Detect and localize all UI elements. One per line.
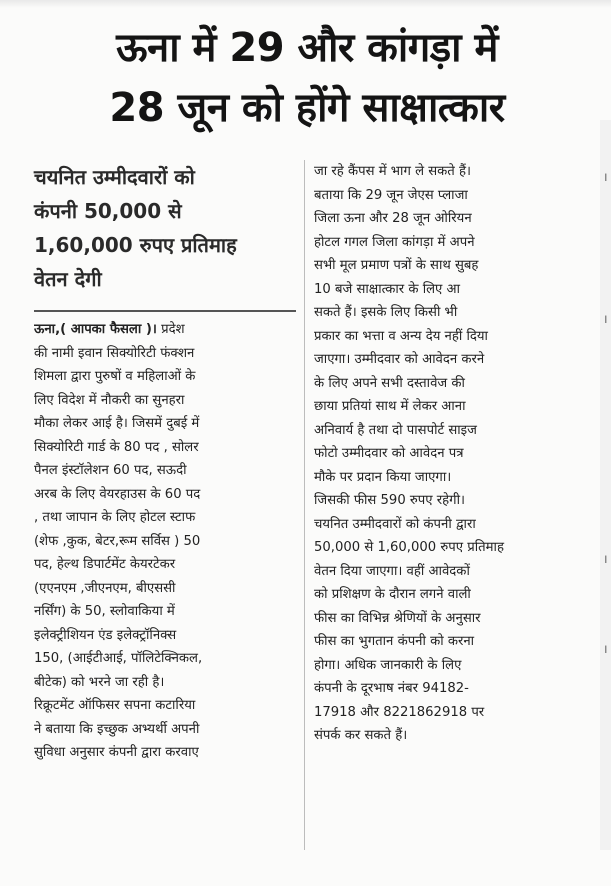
article-line: फीस का भुगतान कंपनी को करना [314, 634, 475, 649]
subheadline-line: 1,60,000 रुपए प्रतिमाह [34, 233, 237, 257]
article-line: जा रहे कैंपस में भाग ले सकते हैं। [314, 164, 471, 179]
article-line: रिक्रूटमेंट ऑफिसर सपना कटारिया [34, 698, 196, 713]
adjacent-column-edge [600, 120, 611, 850]
article-line: 10 बजे साक्षात्कार के लिए आ [314, 281, 461, 297]
article-line: मौका लेकर आई है। जिसमें दुबई में [34, 416, 200, 431]
article-line: प्रकार का भत्ता व अन्य देय नहीं दिया [314, 328, 488, 344]
article-line: इलेक्ट्रीशियन एंड इलेक्ट्रॉनिक्स [34, 627, 177, 643]
subheadline [34, 160, 296, 296]
subheadline-divider [34, 310, 296, 312]
article-line-first [34, 318, 296, 342]
article-line: जाएगा। उम्मीदवार को आवेदन करने [314, 352, 485, 367]
article-line: 50,000 से 1,60,000 रुपए प्रतिमाह [314, 540, 504, 555]
edge-mark: । [603, 312, 608, 326]
article-body-right [314, 160, 586, 748]
article-line: छाया प्रतियां साथ में लेकर आना [314, 399, 466, 414]
article-line: अनिवार्य है तथा दो पासपोर्ट साइज [314, 422, 477, 438]
article-line: कंपनी के दूरभाष नंबर 94182- [314, 681, 469, 696]
article-line: नर्सिंग) के 50, स्लोवाकिया में [34, 604, 175, 619]
article-line: सभी मूल प्रमाण पत्रों के साथ सुबह [314, 258, 479, 273]
edge-mark: । [603, 170, 608, 184]
dateline: ऊना,( आपका फैसला )। [34, 322, 157, 337]
article-line: (शेफ ,कुक, बेटर,रूम सर्विस ) 50 [34, 533, 201, 549]
subheadline-line: चयनित उम्मीदवारों को [34, 165, 195, 189]
headline-line-2: 28 जून को होंगे साक्षात्कार [109, 85, 505, 131]
subheadline-line: वेतन देगी [34, 267, 102, 291]
article-line: वेतन दिया जाएगा। वहीं आवेदकों [314, 563, 470, 579]
article-line: पद, हेल्थ डिपार्टमेंट केयरटेकर [34, 557, 176, 572]
article-line: सुविधा अनुसार कंपनी द्वारा करवाए [34, 745, 199, 760]
article-line: के लिए अपने सभी दस्तावेज की [314, 375, 465, 391]
headline [18, 18, 596, 138]
article-line: संपर्क कर सकते हैं। [314, 728, 408, 743]
article-line-first-text: प्रदेश [161, 322, 185, 337]
article-line: पैनल इंस्टॉलेशन 60 पद, सऊदी [34, 463, 187, 478]
article-line: की नामी इवान सिक्योरिटी फंक्शन [34, 345, 195, 361]
article-line: 17918 और 8221862918 पर [314, 704, 485, 720]
article-line: शिमला द्वारा पुरुषों व महिलाओं के [34, 369, 196, 384]
article-line: 150, (आईटीआई, पॉलिटेक्निकल, [34, 651, 203, 666]
article-line: फोटो उम्मीदवार को आवेदन पत्र [314, 446, 464, 461]
article-line: जिसकी फीस 590 रुपए रहेगी। [314, 493, 465, 508]
article-line: सिक्योरिटी गार्ड के 80 पद , सोलर [34, 439, 199, 455]
article-line: अरब के लिए वेयरहाउस के 60 पद [34, 486, 201, 502]
article-line: बताया कि 29 जून जेएस प्लाजा [314, 187, 468, 203]
edge-mark: । [603, 552, 608, 566]
article-line: फीस का विभिन्न श्रेणियों के अनुसार [314, 610, 481, 626]
headline-line-1: ऊना में 29 और कांगड़ा में [116, 25, 498, 71]
article-right-column [314, 160, 586, 748]
article-left-column [34, 160, 296, 765]
article-line: होगा। अधिक जानकारी के लिए [314, 657, 462, 673]
article-line: जिला ऊना और 28 जून ओरियन [314, 211, 472, 226]
article-line: , तथा जापान के लिए होटल स्टाफ [34, 510, 196, 525]
edge-mark: । [603, 642, 608, 656]
article-body-left [34, 318, 296, 765]
article-line: होटल गगल जिला कांगड़ा में अपने [314, 234, 475, 250]
article-line: बीटेक) को भरने जा रही है। [34, 674, 165, 690]
subheadline-line: कंपनी 50,000 से [34, 199, 182, 223]
column-divider [304, 160, 305, 850]
article-line: को प्रशिक्षण के दौरान लगने वाली [314, 587, 471, 602]
article-line: (एएनएम ,जीएनएम, बीएससी [34, 580, 176, 596]
article-line: ने बताया कि इच्छुक अभ्यर्थी अपनी [34, 721, 200, 737]
article-line: मौके पर प्रदान किया जाएगा। [314, 469, 452, 485]
article-line: चयनित उम्मीदवारों को कंपनी द्वारा [314, 516, 476, 532]
article-line: सकते हैं। इसके लिए किसी भी [314, 305, 458, 320]
article-line: लिए विदेश में नौकरी का सुनहरा [34, 392, 185, 408]
top-edge [0, 0, 611, 8]
